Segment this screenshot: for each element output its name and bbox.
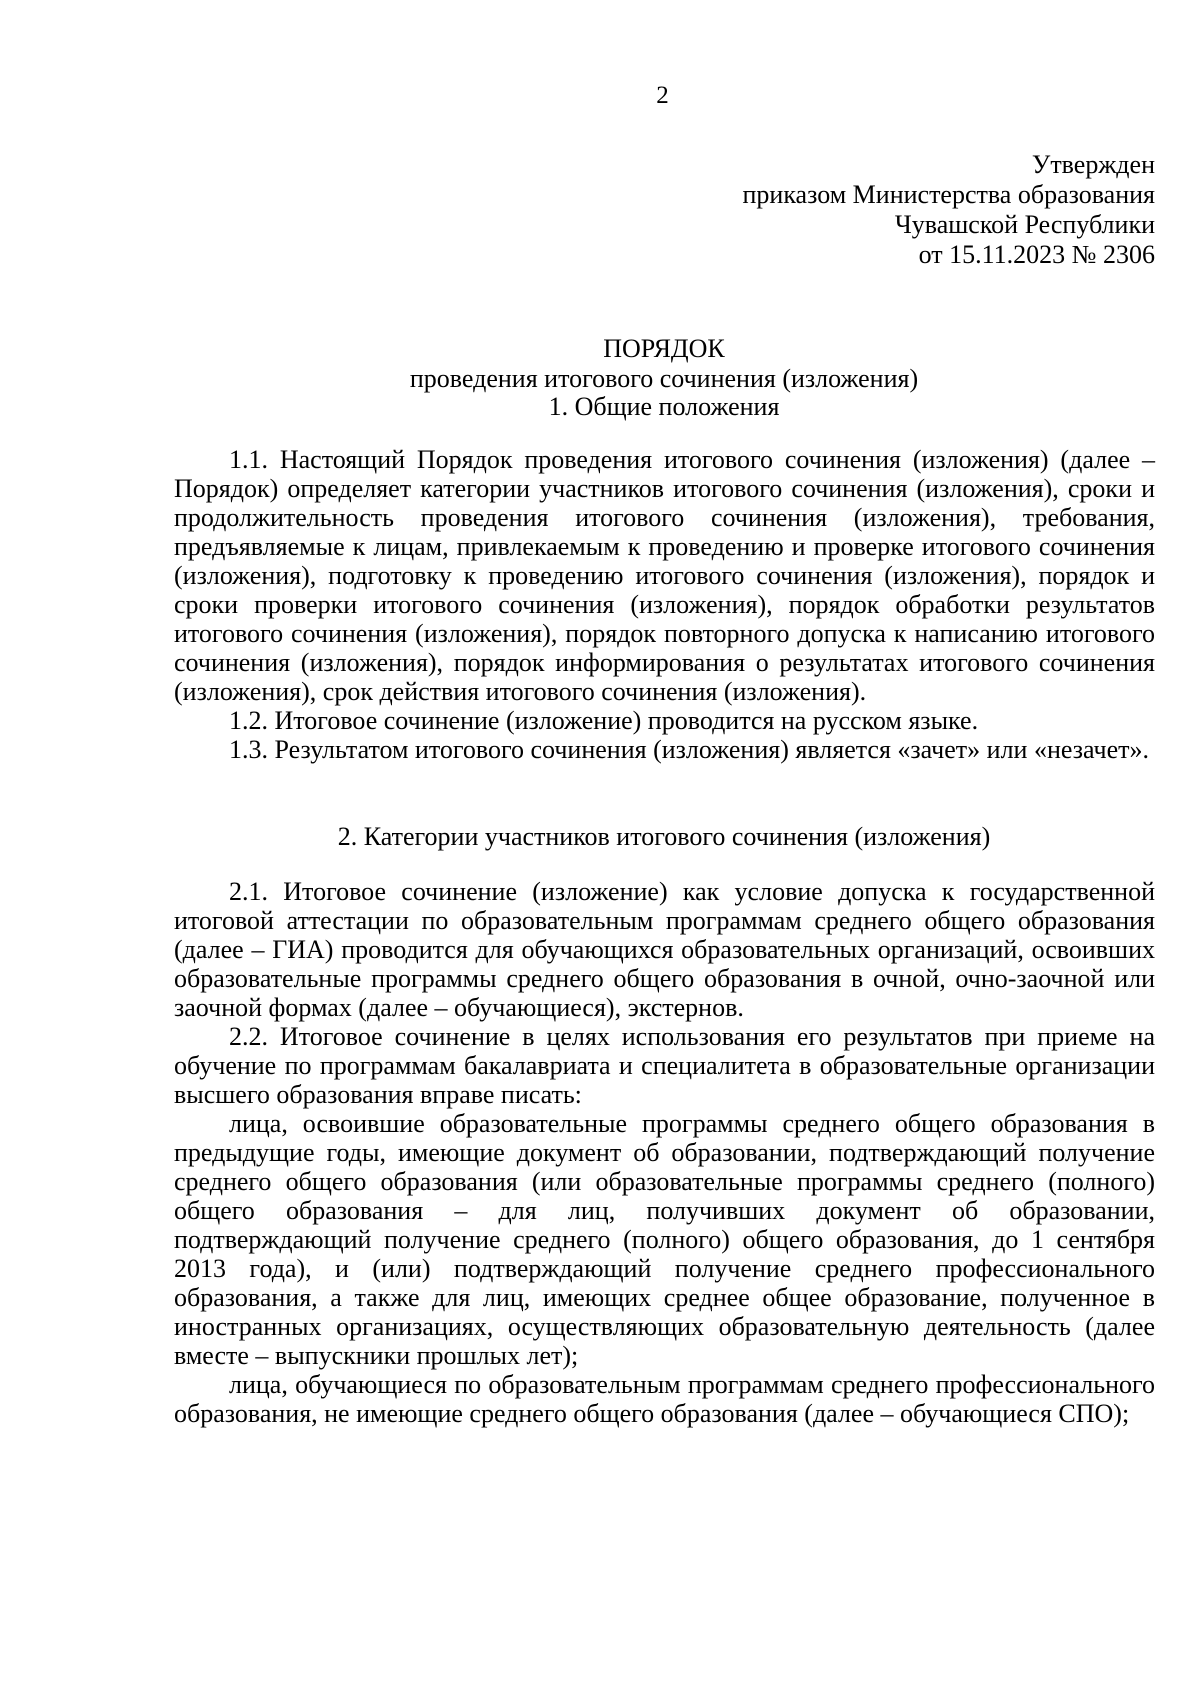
approval-stamp-block <box>555 150 1155 270</box>
page-number: 2 <box>656 82 669 109</box>
approval-line-date: от 15.11.2023 № 2306 <box>918 240 1155 269</box>
approval-line-approved: Утвержден <box>1031 150 1155 179</box>
paragraph-2-2-item-spo: лица, обучающиеся по образовательным программам среднего профессионального образования, не имеющие среднего общего образования (далее – обучающиеся СПО); <box>174 1370 1155 1428</box>
paragraph-2-1: 2.1. Итоговое сочинение (изложение) как условие допуска к государственной итоговой аттестации по образовательным программам среднего общего образования (далее – ГИА) проводится для обучающихся образовательных организаций, освоивших образовательные программы среднего общего образования в очной, очно-заочной или заочной формах (далее – обучающиеся), экстернов. <box>174 877 1155 1022</box>
paragraph-2-2-item-graduates: лица, освоившие образовательные программы среднего общего образования в предыдущие годы, имеющие документ об образовании, подтверждающий получение среднего общего образования (или образовательные программы среднего (полного) общего образования – для лиц, получивших документ об образовании, подтверждающий получение среднего (полного) общего образования, до 1 сентября 2013 года), и (или) подтверждающий получение среднего профессионального образования, а также для лиц, имеющих среднее общее образование, полученное в иностранных организациях, осуществляющих образовательную деятельность (далее вместе – выпускники прошлых лет); <box>174 1109 1155 1370</box>
approval-line-republic: Чувашской Республики <box>894 210 1155 239</box>
paragraph-1-2: 1.2. Итоговое сочинение (изложение) проводится на русском языке. <box>229 706 979 735</box>
section-2-heading: 2. Категории участников итогового сочинения (изложения) <box>337 822 991 851</box>
section-2-body <box>174 877 1155 1428</box>
paragraph-2-2: 2.2. Итоговое сочинение в целях использования его результатов при приеме на обучение по программам бакалавриата и специалитета в образовательные организации высшего образования вправе писать: <box>174 1022 1155 1109</box>
approval-line-order: приказом Министерства образования <box>742 180 1155 209</box>
paragraph-1-3: 1.3. Результатом итогового сочинения (изложения) является «зачет» или «незачет». <box>229 735 1149 764</box>
title-subtitle: проведения итогового сочинения (изложения) <box>409 364 919 393</box>
document-title <box>174 334 1154 394</box>
section-1-heading: 1. Общие положения <box>548 392 780 421</box>
section-1-body <box>174 445 1155 764</box>
paragraph-1-1: 1.1. Настоящий Порядок проведения итогового сочинения (изложения) (далее – Порядок) определяет категории участников итогового сочинения (изложения), сроки и продолжительность проведения итогового сочинения (изложения), требования, предъявляемые к лицам, привлекаемым к проведению и проверке итогового сочинения (изложения), подготовку к проведению итогового сочинения (изложения), порядок и сроки проверки итогового сочинения (изложения), порядок обработки результатов итогового сочинения (изложения), порядок повторного допуска к написанию итогового сочинения (изложения), порядок информирования о результатах итогового сочинения (изложения), срок действия итогового сочинения (изложения). <box>174 445 1155 706</box>
title-main: ПОРЯДОК <box>603 334 725 363</box>
